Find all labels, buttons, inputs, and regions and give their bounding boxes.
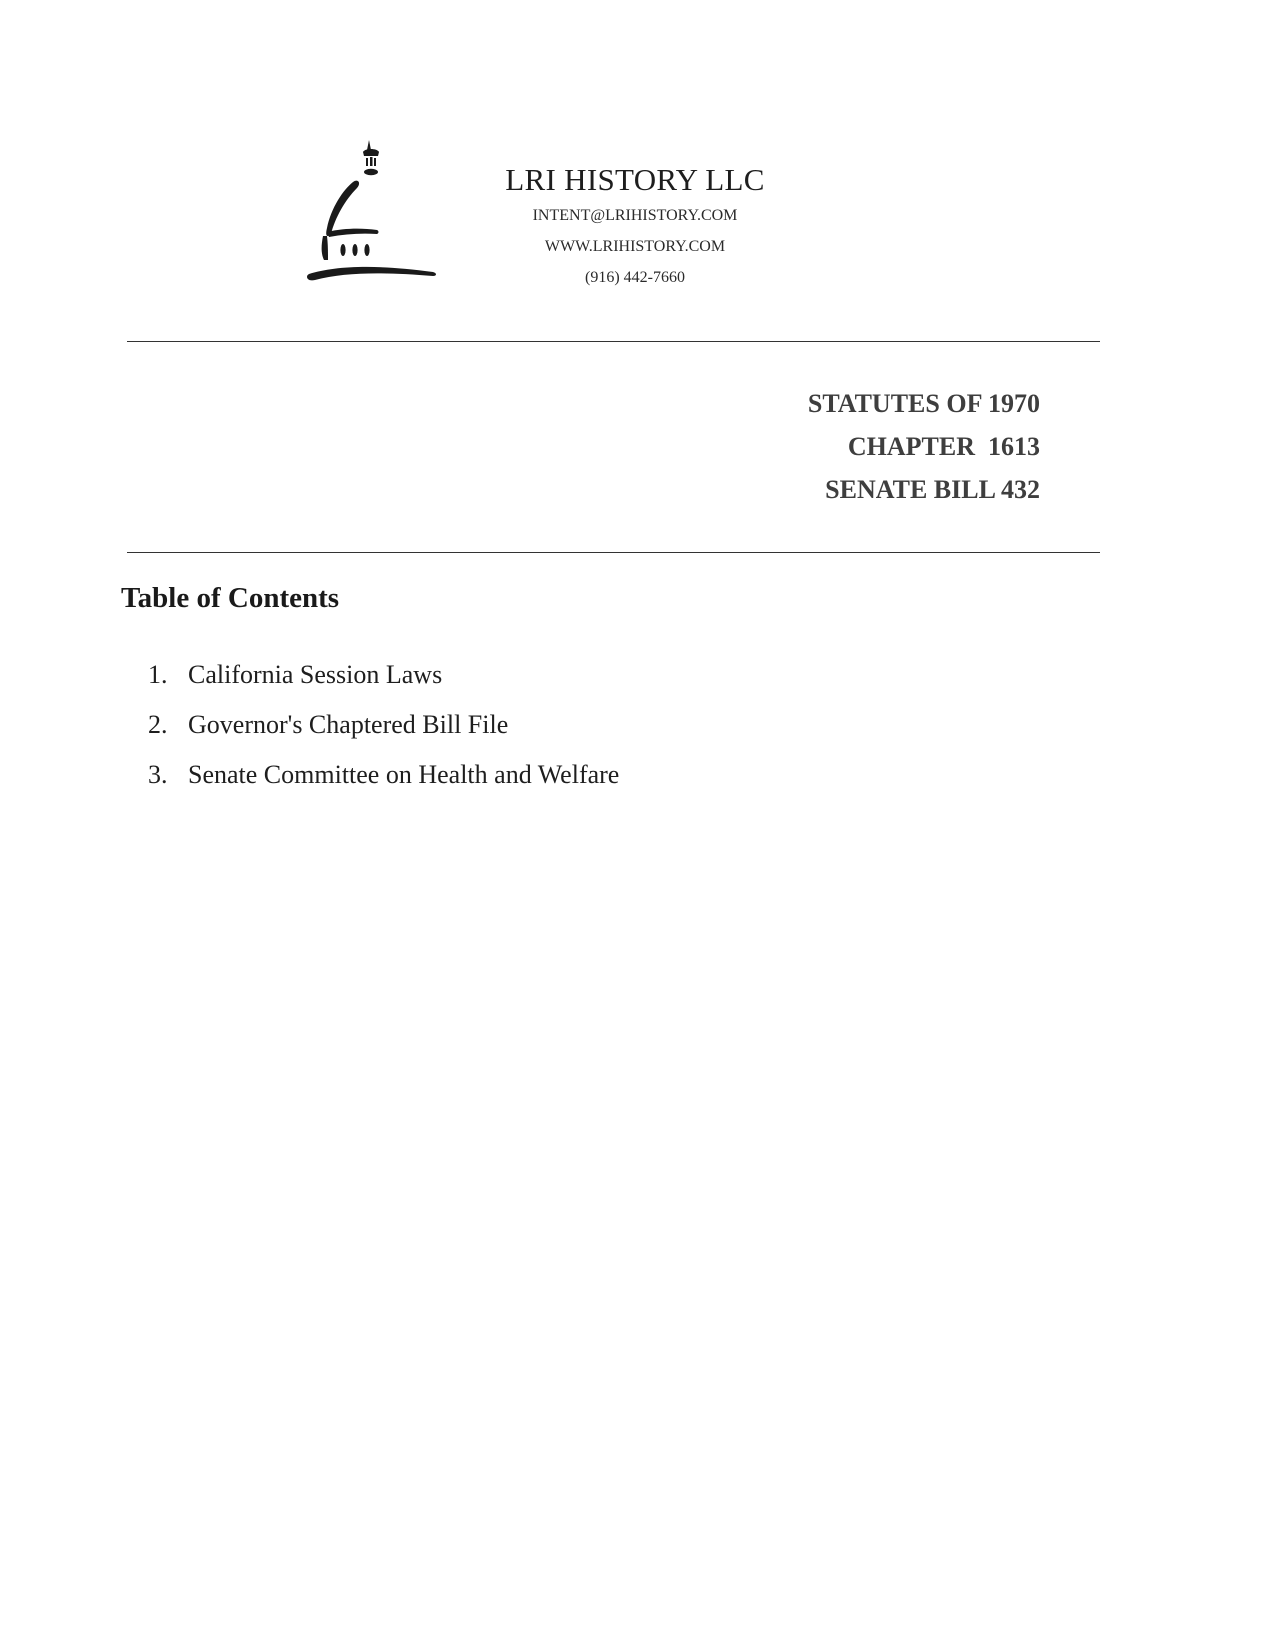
toc-item-label: Senate Committee on Health and Welfare [188, 760, 620, 789]
statute-info [808, 382, 1040, 511]
company-email[interactable]: INTENT@LRIHISTORY.COM [532, 207, 738, 224]
bottom-divider [127, 552, 1100, 553]
toc-item-number: 2. [148, 710, 168, 739]
toc-item[interactable] [148, 700, 619, 750]
company-name: LRI HISTORY LLC [505, 162, 765, 197]
toc-item-label: California Session Laws [188, 660, 443, 689]
toc-item[interactable] [148, 750, 619, 800]
toc-item[interactable] [148, 650, 619, 700]
company-website[interactable]: WWW.LRIHISTORY.COM [544, 238, 726, 255]
top-divider [127, 341, 1100, 342]
toc-item-number: 1. [148, 660, 168, 689]
toc-title: Table of Contents [121, 582, 340, 614]
statute-bill: SENATE BILL 432 [825, 475, 1040, 504]
toc-item-label: Governor's Chaptered Bill File [188, 710, 509, 739]
statute-year: STATUTES OF 1970 [807, 389, 1040, 418]
toc-list [148, 650, 619, 800]
toc-item-number: 3. [148, 760, 168, 789]
capitol-dome-icon [305, 138, 445, 296]
statute-chapter: CHAPTER 1613 [847, 432, 1040, 461]
company-header [470, 160, 800, 293]
company-phone: (916) 442-7660 [585, 269, 685, 286]
